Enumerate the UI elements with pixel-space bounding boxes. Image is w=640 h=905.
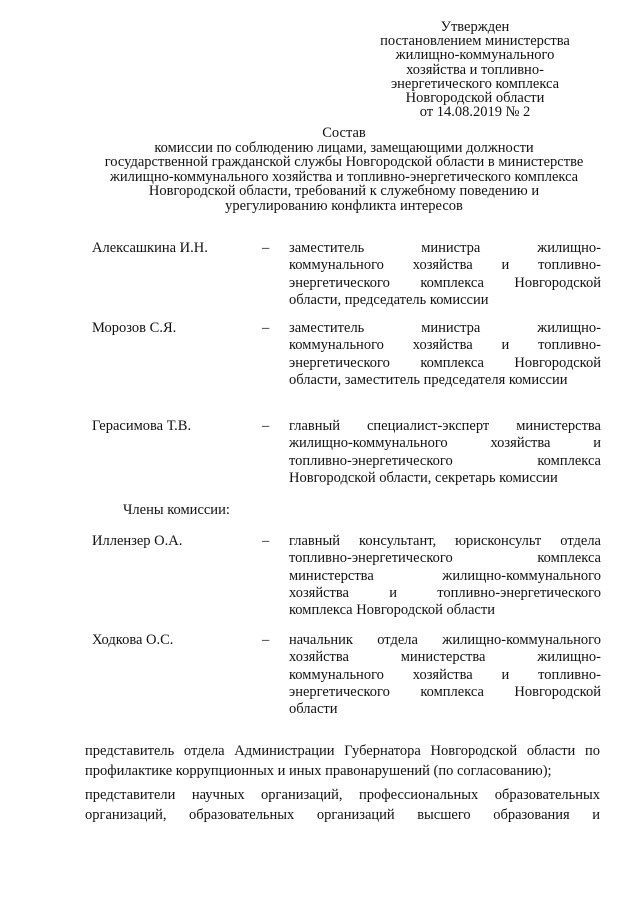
heading-line: государственной гражданской службы Новгородской области в министерстве [104,154,584,171]
paragraph-line: профилактике коррупционных и иных правонарушений (по согласованию); [85,762,552,779]
document-title: Состав [322,125,366,141]
member-dash: – [262,632,270,648]
member-dash: – [262,418,270,434]
role-line: министерства жилищно-коммунального [289,567,601,584]
approval-line: Утвержден [440,19,510,35]
member-name: Морозов С.Я. [92,320,177,336]
role-line: Новгородской области, секретарь комиссии [289,469,558,486]
approval-line: энергетического комплекса [390,75,560,92]
paragraph-line: представители научных организаций, профессиональных образовательных [85,787,600,803]
role-line: хозяйства и топливно-энергетического [289,584,601,601]
approval-line: хозяйства и топливно- [406,61,544,78]
member-role [289,240,601,309]
member-role [289,418,601,487]
role-line: хозяйства министерства жилищно- [289,649,601,666]
role-line: заместитель министра жилищно- [289,320,601,336]
member-name: Иллензер О.А. [92,533,183,549]
role-line: коммунального хозяйства и топливно- [289,257,601,274]
member-dash: – [262,533,270,549]
member-name: Герасимова Т.В. [92,418,192,434]
heading-line: комиссии по соблюдению лицами, замещающими должности [154,139,534,156]
member-name: Алексашкина И.Н. [92,240,208,256]
heading-line: урегулированию конфликта интересов [225,197,463,214]
role-line: топливно-энергетического комплекса [289,452,601,469]
member-dash: – [262,320,270,336]
member-role [289,533,601,619]
heading-line: Новгородской области, требований к служебному поведению и [148,183,540,200]
document-heading [70,126,618,214]
member-role [289,320,601,389]
role-line: энергетического комплекса Новгородской [289,354,601,371]
paragraph-line: представитель отдела Администрации Губернатора Новгородской области по [85,743,600,759]
role-line: энергетического комплекса Новгородской [289,274,601,291]
role-line: коммунального хозяйства и топливно- [289,337,601,354]
role-line: начальник отдела жилищно-коммунального [289,632,601,648]
body-paragraph [85,786,600,825]
role-line: области, председатель комиссии [289,291,489,308]
member-dash: – [262,240,270,256]
approval-line: жилищно-коммунального [395,47,555,64]
role-line: области, заместитель председателя комиссии [289,371,568,388]
heading-line: жилищно-коммунального хозяйства и топливно-энергетического комплекса [109,168,579,185]
approval-date-line: от 14.08.2019 № 2 [419,104,531,121]
approval-line: Новгородской области [405,90,545,107]
paragraph-line: организаций, образовательных организаций высшего образования и [85,806,600,823]
member-role [289,632,601,718]
role-line: главный специалист-эксперт министерства [289,418,601,434]
role-line: комплекса Новгородской области [289,602,495,619]
role-line: главный консультант, юрисконсульт отдела [289,533,601,549]
role-line: энергетического комплекса Новгородской [289,683,601,700]
role-line: коммунального хозяйства и топливно- [289,666,601,683]
members-section-label: Члены комиссии: [123,502,230,518]
role-line: заместитель министра жилищно- [289,240,601,256]
role-line: области [289,701,338,718]
body-paragraph [85,742,600,781]
approval-block [360,20,590,119]
role-line: топливно-энергетического комплекса [289,550,601,567]
approval-line: постановлением министерства [380,33,570,50]
member-name: Ходкова О.С. [92,632,174,648]
role-line: жилищно-коммунального хозяйства и [289,435,601,452]
